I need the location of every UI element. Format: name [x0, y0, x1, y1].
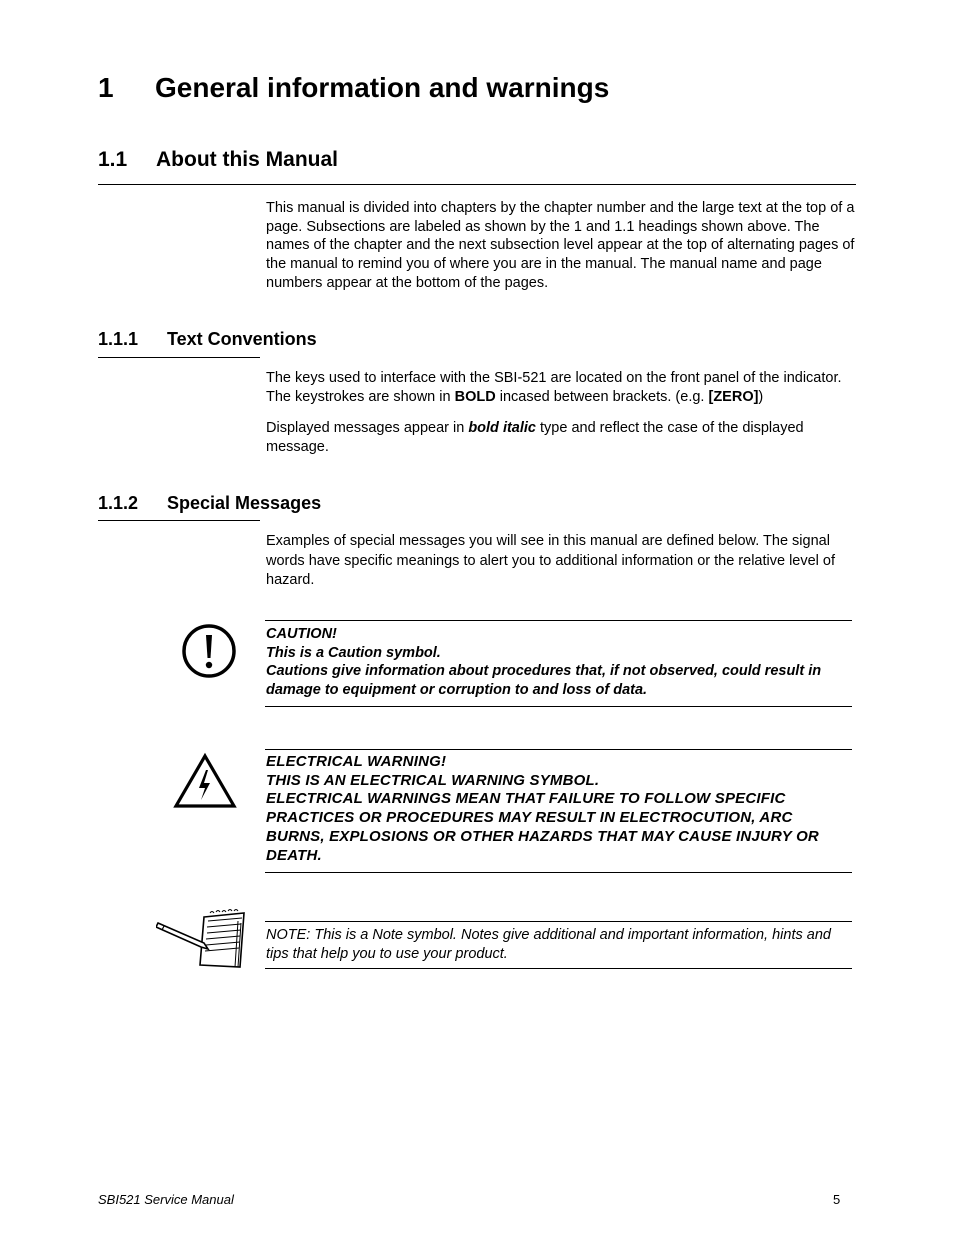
- section-title: About this Manual: [156, 148, 338, 171]
- electrical-bottom-rule: [265, 872, 852, 873]
- caution-top-rule: [265, 620, 852, 621]
- electrical-line-1: THIS IS AN ELECTRICAL WARNING SYMBOL.: [266, 771, 600, 789]
- caution-heading: CAUTION!: [266, 626, 337, 642]
- subsection-title: Text Conventions: [167, 329, 317, 349]
- bold-word: BOLD: [454, 388, 496, 405]
- notepad-pencil-icon: [156, 909, 246, 969]
- special-messages-intro: Examples of special messages you will see in this manual are defined below. The signal words have specific meanings to alert you to additional information or the relative level of hazard.: [266, 533, 836, 588]
- display-text: Displayed messages appear in: [266, 420, 469, 436]
- chapter-title: General information and warnings: [155, 72, 610, 103]
- section-number: 1.1: [98, 148, 128, 171]
- electrical-heading: ELECTRICAL WARNING!: [266, 753, 447, 770]
- subsection-title: Special Messages: [167, 493, 322, 513]
- subsection-number: 1.1.2: [98, 493, 139, 513]
- zero-key-example: [ZERO]: [708, 388, 759, 405]
- footer-manual-name: SBI521 Service Manual: [98, 1192, 234, 1207]
- bold-italic-example: bold italic: [468, 420, 536, 436]
- chapter-heading: [98, 72, 609, 104]
- subsection-number: 1.1.1: [98, 329, 139, 349]
- keys-paragraph: [266, 369, 858, 406]
- electrical-line-2: ELECTRICAL WARNINGS MEAN THAT FAILURE TO FOLLOW SPECIFIC PRACTICES OR PROCEDURES MAY RESULT IN ELECTROCUTION, ARC BURNS, EXPLOSIONS OR OTHER HAZARDS THAT MAY CAUSE INJURY OR DEATH.: [266, 790, 819, 864]
- note-text: NOTE: This is a Note symbol. Notes give additional and important information, hints and tips that help you to use your product.: [266, 927, 831, 962]
- caution-notice: [266, 625, 856, 700]
- subsection-rule: [98, 357, 260, 358]
- subsection-rule: [98, 520, 260, 521]
- section-rule: [98, 184, 856, 185]
- keys-text-cont: incased between brackets. (e.g.: [495, 388, 709, 405]
- section-heading: [98, 148, 338, 172]
- display-messages-paragraph: [266, 419, 858, 456]
- electrical-top-rule: [265, 749, 852, 750]
- display-text-cont: type and reflect the case of the displayed message.: [266, 420, 804, 455]
- footer-page-number: 5: [833, 1192, 841, 1207]
- electrical-warning-notice: [266, 753, 852, 865]
- about-paragraph: This manual is divided into chapters by the chapter number and the large text at the top of a page. Subsections are labeled as shown by the 1 and 1.1 headings shown above. The names of the chapter and the next subsection level appear at the top of alternating pages of the manual to remind you of where you are in the manual. The manual name and page numbers appear at the bottom of the pages.: [266, 200, 855, 291]
- subsection-heading-special-messages: [98, 493, 321, 514]
- chapter-number: 1: [98, 72, 114, 103]
- keys-text-end: ): [758, 388, 764, 405]
- caution-line-1: This is a Caution symbol.: [266, 644, 441, 661]
- caution-line-2: Cautions give information about procedures that, if not observed, could result in damage to equipment or corruption to and loss of data.: [266, 663, 822, 699]
- note-bottom-rule: [265, 968, 852, 969]
- lightning-triangle-icon: [172, 752, 238, 810]
- subsection-heading-text-conventions: [98, 329, 317, 350]
- caution-bottom-rule: [265, 706, 852, 707]
- exclamation-circle-icon: [180, 622, 238, 680]
- keys-text: The keys used to interface with the SBI-521 are located on the front panel of the indicator. The keystrokes are shown in: [266, 370, 842, 405]
- note-top-rule: [265, 921, 852, 922]
